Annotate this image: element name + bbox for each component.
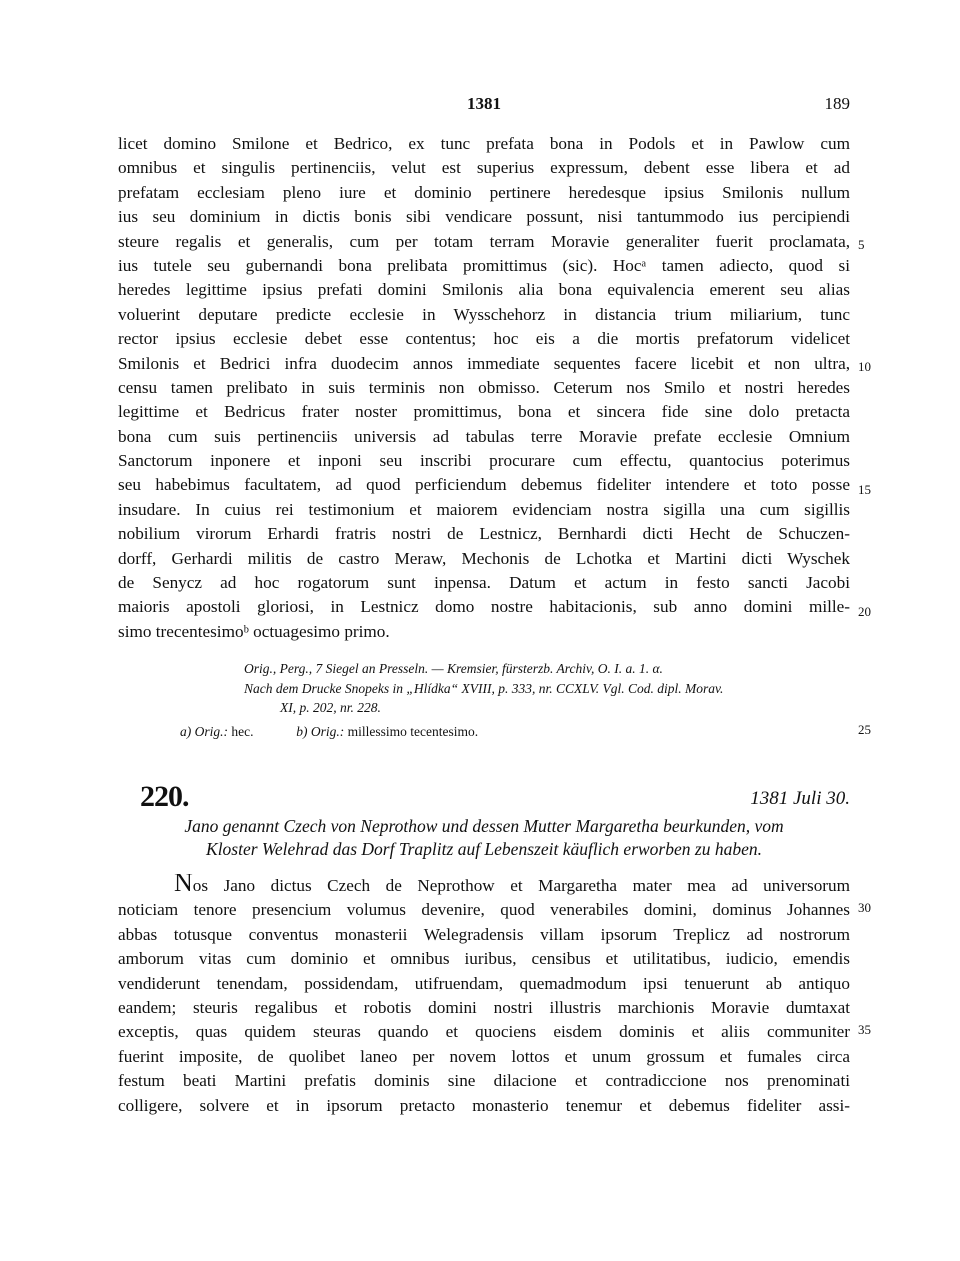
text-line: noticiam tenore presencium volumus devenire, quod venerabiles domini, dominus Johannes — [118, 900, 850, 920]
text-line: legittime et Bedricus frater noster promittimus, bona et sincera fide sine dolo pretacta — [118, 402, 850, 422]
page-number: 189 — [824, 94, 850, 113]
text-line: omnibus et singulis pertinenciis, velut est superius expressum, debent esse libera et ad — [118, 158, 850, 178]
line-number: 10 — [858, 359, 871, 374]
text-line: Sanctorum inponere et inponi seu inscribi procurare cum effectu, quantocius poterimus — [118, 451, 850, 471]
text-line — [118, 874, 850, 898]
text-line: Smilonis et Bedrici infra duodecim annos immediate sequentes facere licebit et non ultra, — [118, 353, 850, 373]
text-line: steure regalis et generalis, cum per totam terram Moravie generaliter fuerit proclamata, — [118, 231, 850, 251]
document-text-2 — [118, 874, 850, 1118]
summary-line: Kloster Welehrad das Dorf Traplitz auf Lebenszeit käuflich erworben zu haben. — [206, 839, 762, 859]
document-date: 1381 Juli 30. — [750, 788, 850, 809]
text-line: ius tutele seu gubernandi bona prelibata promittimus (sic). Hocᵃ tamen adiecto, quod si — [118, 255, 850, 275]
text-line: prefatam ecclesiam pleno iure et dominio pertinere heredesque ipsius Smilonis nullum — [118, 182, 850, 202]
source-line: XI, p. 202, nr. 228. — [280, 700, 381, 715]
line-number: 30 — [858, 900, 871, 915]
line-number: 5 — [858, 237, 865, 252]
text-line: maioris apostoli gloriosi, in Lestnicz domo nostre habitacionis, sub anno domini mille- — [118, 597, 850, 617]
text-line: rector ipsius ecclesie debet esse contentus; hoc eis a die mortis prefatorum videlicet — [118, 329, 850, 349]
text-line: ius seu dominium in dictis bonis sibi vendicare possunt, nisi tantummodo ius percipiendi — [118, 207, 850, 227]
footnote-b-label: b) Orig.: — [296, 724, 345, 739]
source-line: Orig., Perg., 7 Siegel an Presseln. — Kremsier, fürsterzb. Archiv, O. I. a. 1. α. — [244, 661, 663, 676]
document-number: 220. — [140, 780, 189, 813]
footnote-a-label: a) Orig.: — [180, 724, 228, 739]
running-head-year: 1381 — [467, 94, 501, 113]
source-line: Nach dem Drucke Snopeks in „Hlídka“ XVIII, p. 333, nr. CCXLV. Vgl. Cod. dipl. Morav. — [244, 680, 724, 696]
first-line-text: os Jano dictus Czech de Neprothow et Margaretha mater mea ad universorum — [192, 876, 850, 895]
document-text — [118, 132, 850, 644]
line-number: 15 — [858, 482, 871, 497]
text-line: fuerint imposite, de quolibet laneo per novem lottos et unum grossum et fumales circa — [118, 1046, 850, 1066]
text-line: vendiderunt tenendam, possidendam, utifruendam, quemadmodum ipsi tenuerunt ab antiquo — [118, 973, 850, 993]
text-line: colligere, solvere et in ipsorum pretacto monasterio tenemur et debemus fideliter assi- — [118, 1095, 850, 1115]
text-line: simo trecentesimoᵇ octuagesimo primo. — [118, 621, 390, 641]
source-notes — [244, 659, 723, 718]
text-line: dorff, Gerhardi militis de castro Meraw, Mechonis de Lchotka et Martini dicti Wyschek — [118, 548, 850, 568]
text-line: bona cum suis pertinenciis universis ad tabulas terre Moravie prefate ecclesie Omnium — [118, 426, 850, 446]
line-number: 35 — [858, 1022, 871, 1037]
drop-cap: N — [174, 874, 193, 897]
line-number: 20 — [858, 604, 871, 619]
summary-line: Jano genannt Czech von Neprothow und dessen Mutter Margaretha beurkunden, vom — [184, 816, 784, 836]
document-summary — [118, 815, 850, 861]
text-line: censu tamen prelibato in suis terminis non obmisso. Ceterum nos Smilo et nostri heredes — [118, 377, 850, 397]
text-line: licet domino Smilone et Bedrico, ex tunc prefata bona in Podols et in Pawlow cum — [118, 134, 850, 153]
text-line: seu habebimus facultatem, ad quod perficiendum debemus fideliter intendere et toto posse — [118, 475, 850, 495]
text-line: abbas totusque conventus monasterii Welegradensis villam ipsorum Treplicz ad nostrorum — [118, 924, 850, 944]
text-line: festum beati Martini prefatis dominis sine dilacione et contradiccione nos prenominati — [118, 1071, 850, 1091]
footnotes — [180, 722, 478, 741]
footnote-a-text: hec. — [231, 724, 254, 739]
text-line: insudare. In cuius rei testimonium et maiorem evidenciam nostra sigilla una cum sigillis — [118, 499, 850, 519]
running-header — [118, 94, 850, 118]
text-line: voluerint deputare predicte ecclesie in Wysschehorz in distancia trium miliarium, tunc — [118, 304, 850, 324]
text-line: de Senycz ad hoc rogatorum sunt inpensa. Datum et actum in festo sancti Jacobi — [118, 573, 850, 593]
text-line: eandem; steuris regalibus et robotis domini nostri illustris marchionis Moravie dumtaxat — [118, 997, 850, 1017]
text-line: exceptis, quas quidem steuras quando et quociens eisdem dominis et aliis communiter — [118, 1022, 850, 1042]
text-line: amborum vitas cum dominio et omnibus iuribus, censibus et utilitatibus, iudicio, emendis — [118, 949, 850, 969]
text-line: nobilium virorum Erhardi fratris nostri de Lestnicz, Bernhardi dicti Hecht de Schuczen- — [118, 524, 850, 544]
text-line: heredes legittime ipsius prefati domini Smilonis alia bona equivalencia emerent seu alias — [118, 280, 850, 300]
line-number: 25 — [858, 722, 871, 737]
footnote-b-text: millessimo tecentesimo. — [347, 724, 479, 739]
